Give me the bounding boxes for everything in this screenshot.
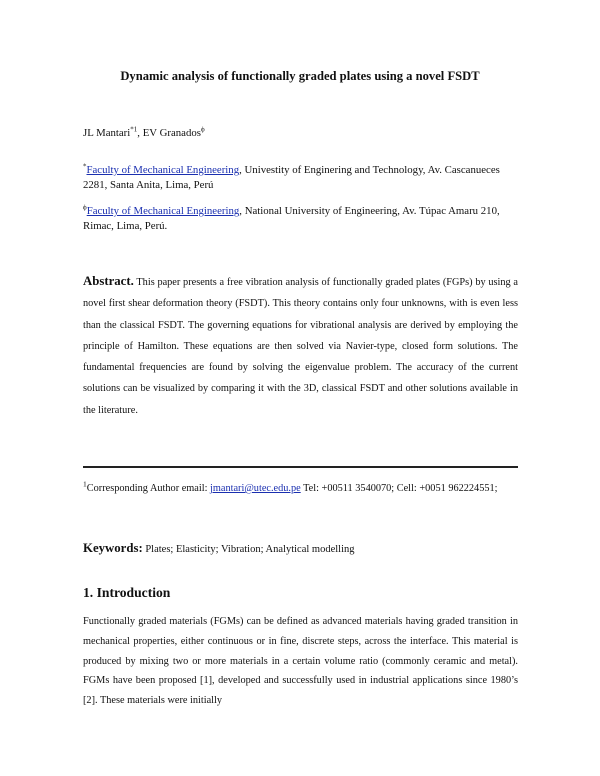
author-2-mark: ϕ: [200, 125, 205, 134]
author-1: JL Mantari: [83, 127, 131, 139]
affiliation-1-link[interactable]: Faculty of Mechanical Engineering: [86, 164, 240, 176]
keywords-label: Keywords:: [83, 541, 143, 555]
abstract-text: This paper presents a free vibration analysis of functionally graded plates (FGPs) by using a novel first shear deformation theory (FSDT). This theory contains only four unknowns, with is even less than the classical FSDT. The governing equations for vibrational analysis are derived by employing the principle of Hamilton. These equations are then solved via Navier-type, closed form solutions. The fundamental frequencies are found by solving the eigenvalue problem. The accuracy of the current solutions can be visualized by comparing it with the 3D, classical FSDT and other solutions available in the literature.: [83, 277, 518, 416]
section-heading: 1. Introduction: [83, 585, 171, 600]
author-separator: ,: [137, 127, 143, 139]
footnote-mark: 1: [83, 479, 87, 489]
footnote-tail: Tel: +00511 3540070; Cell: +0051 962224551;: [300, 483, 498, 494]
author-1-mark: *1: [130, 125, 138, 134]
affiliation-2: [83, 204, 523, 234]
affiliation-1-text: , Univestity of Enginering and Technology, Av. Cascanueces 2281, Santa Anita, Lima, Perú: [83, 164, 500, 191]
affiliation-1: [83, 163, 523, 193]
email-link[interactable]: jmantari@utec.edu.pe: [210, 483, 301, 494]
corresponding-author-footnote: [83, 479, 518, 498]
affiliation-1-mark: *: [83, 162, 87, 171]
abstract-label: Abstract.: [83, 274, 134, 288]
author-line: [83, 127, 205, 139]
footnote-divider: [83, 466, 518, 468]
affiliation-2-mark: ϕ: [83, 203, 87, 212]
introduction-text: Functionally graded materials (FGMs) can be defined as advanced materials having graded transition in mechanical properties, either continuous or in fine, discrete steps, across the interface. This material is produced by mixing two or more materials in a certain volume ratio (commonly ceramic and metal). FGMs have been proposed [1], developed and successfully used in industrial applications since 1980’s [2]. These materials were initially: [83, 616, 518, 707]
keywords: [83, 541, 355, 556]
abstract: [83, 271, 518, 421]
keywords-text: Plates; Elasticity; Vibration; Analytical modelling: [142, 544, 355, 555]
affiliation-2-link[interactable]: Faculty of Mechanical Engineering: [86, 205, 240, 217]
author-2: EV Granados: [142, 127, 201, 139]
footnote-lead: Corresponding Author email:: [86, 483, 211, 494]
affiliation-2-text: , National University of Engineering, Av. Túpac Amaru 210, Rimac, Lima, Perú.: [83, 205, 500, 232]
paper-title: Dynamic analysis of functionally graded plates using a novel FSDT: [120, 69, 480, 83]
